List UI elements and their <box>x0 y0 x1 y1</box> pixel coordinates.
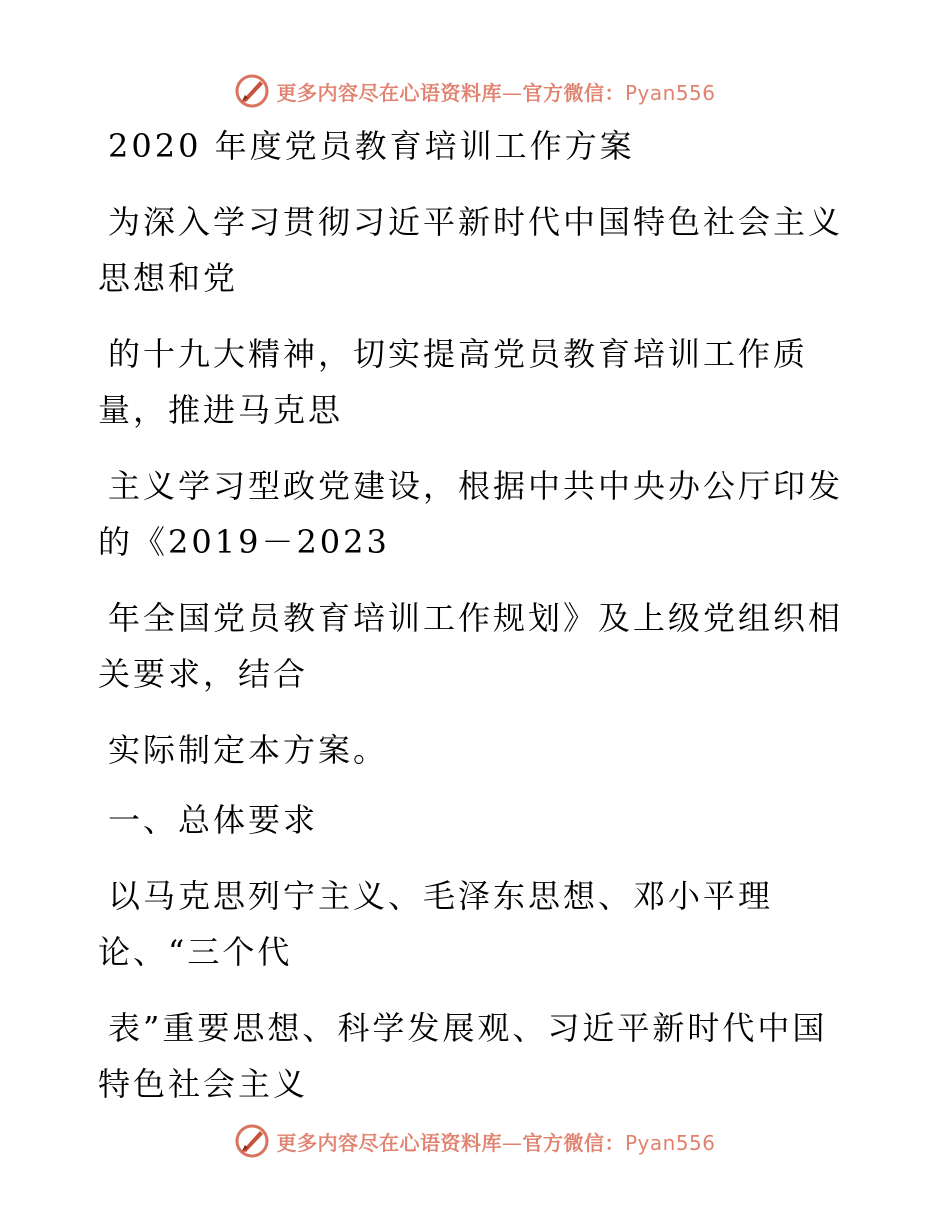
section-heading: 一、总体要求 <box>108 801 319 839</box>
paragraph-line: 量，推进马克思 <box>98 391 344 429</box>
watermark-dash: — <box>501 1130 523 1155</box>
paragraph-line: 关要求，结合 <box>98 655 309 693</box>
paragraph-line: 的十九大精神，切实提高党员教育培训工作质 <box>108 335 809 373</box>
paragraph-line: 表”重要思想、科学发展观、习近平新时代中国 <box>108 1009 828 1047</box>
watermark-text <box>276 1127 715 1156</box>
paragraph-line: 思想和党 <box>98 259 239 297</box>
footer-watermark <box>0 1121 950 1161</box>
paragraph-line: 以马克思列宁主义、毛泽东思想、邓小平理 <box>108 877 774 915</box>
watermark-site: 更多内容尽在心语资料库 <box>276 1130 502 1155</box>
watermark-wechat-label: 官方微信： <box>522 1130 625 1155</box>
document-title: 2020 年度党员教育培训工作方案 <box>108 127 635 165</box>
watermark-dash: — <box>501 80 523 105</box>
watermark-site: 更多内容尽在心语资料库 <box>276 80 502 105</box>
quill-logo-icon <box>234 1123 270 1159</box>
watermark-wechat-id: Pyan556 <box>624 1130 716 1155</box>
paragraph-line: 为深入学习贯彻习近平新时代中国特色社会主义 <box>108 203 844 241</box>
paragraph-line: 论、“三个代 <box>98 933 293 971</box>
paragraph-line: 特色社会主义 <box>98 1065 309 1103</box>
paragraph-line: 的《2019－2023 <box>98 523 390 561</box>
paragraph-line: 年全国党员教育培训工作规划》及上级党组织相 <box>108 599 844 637</box>
watermark-wechat-label: 官方微信： <box>522 80 625 105</box>
paragraph-line: 主义学习型政党建设，根据中共中央办公厅印发 <box>108 467 844 505</box>
watermark-wechat-id: Pyan556 <box>624 80 716 105</box>
paragraph-line: 实际制定本方案。 <box>108 731 389 769</box>
